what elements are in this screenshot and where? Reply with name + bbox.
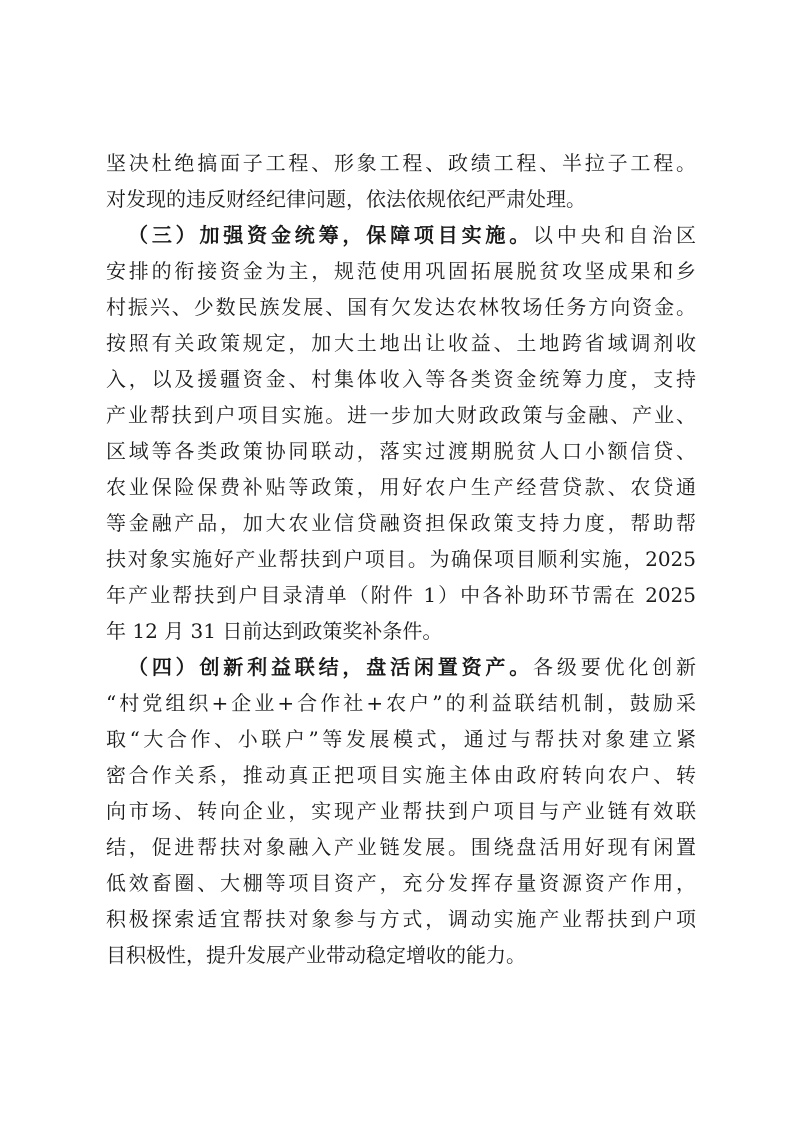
paragraph-text: 密合作关系，推动真正把项目实施主体由政府转向农户、转 <box>106 763 696 787</box>
paragraph-text: 区域等各类政策协同联动，落实过渡期脱贫人口小额信贷、 <box>106 439 696 463</box>
text-line <box>106 397 696 433</box>
paragraph-text: “村党组织+企业+合作社+农户”的利益联结机制，鼓励采 <box>106 691 696 715</box>
text-line <box>106 505 696 541</box>
paragraph-text: 对发现的违反财经纪律问题，依法依规依纪严肃处理。 <box>106 187 586 211</box>
paragraph-text: 年 12 月 31 日前达到政策奖补条件。 <box>106 619 443 643</box>
paragraph-text: 低效畜圈、大棚等项目资产，充分发挥存量资源资产作用， <box>106 871 696 895</box>
text-line <box>106 649 696 685</box>
paragraph-text: 入，以及援疆资金、村集体收入等各类资金统筹力度，支持 <box>106 367 696 391</box>
paragraph-text: 按照有关政策规定，加大土地出让收益、土地跨省域调剂收 <box>106 331 696 355</box>
paragraph-text: 积极探索适宜帮扶对象参与方式，调动实施产业帮扶到户项 <box>106 907 696 931</box>
text-line <box>106 325 696 361</box>
section-heading: （三）加强资金统筹，保障项目实施。 <box>128 223 534 247</box>
paragraph-text: 产业帮扶到户项目实施。进一步加大财政政策与金融、产业、 <box>106 403 696 427</box>
text-line <box>106 181 696 217</box>
text-line <box>106 253 696 289</box>
text-line <box>106 613 696 649</box>
paragraph-text: 村振兴、少数民族发展、国有欠发达农林牧场任务方向资金。 <box>106 295 696 319</box>
text-line <box>106 757 696 793</box>
paragraph-text: 年产业帮扶到户目录清单（附件 1）中各补助环节需在 2025 <box>106 583 696 607</box>
paragraph-text: 安排的衔接资金为主，规范使用巩固拓展脱贫攻坚成果和乡 <box>106 259 696 283</box>
text-line <box>106 829 696 865</box>
document-body <box>106 145 696 973</box>
paragraph-text: 结，促进帮扶对象融入产业链发展。围绕盘活用好现有闲置 <box>106 835 696 859</box>
text-line <box>106 685 696 721</box>
paragraph-text: 各级要优化创新 <box>533 655 696 679</box>
paragraph-text: 目积极性，提升发展产业带动稳定增收的能力。 <box>106 943 526 967</box>
text-line <box>106 577 696 613</box>
text-line <box>106 217 696 253</box>
text-line <box>106 865 696 901</box>
text-line <box>106 541 696 577</box>
text-line <box>106 433 696 469</box>
text-line <box>106 469 696 505</box>
text-line <box>106 901 696 937</box>
paragraph-text: 扶对象实施好产业帮扶到户项目。为确保项目顺利实施，2025 <box>106 547 696 571</box>
text-line <box>106 793 696 829</box>
text-line <box>106 145 696 181</box>
paragraph-text: 农业保险保费补贴等政策，用好农户生产经营贷款、农贷通 <box>106 475 696 499</box>
paragraph-text: 坚决杜绝搞面子工程、形象工程、政绩工程、半拉子工程。 <box>106 151 696 175</box>
paragraph-text: 向市场、转向企业，实现产业帮扶到户项目与产业链有效联 <box>106 799 696 823</box>
section-heading: （四）创新利益联结，盘活闲置资产。 <box>128 655 534 679</box>
text-line <box>106 937 696 973</box>
paragraph-text: 等金融产品，加大农业信贷融资担保政策支持力度，帮助帮 <box>106 511 696 535</box>
text-line <box>106 289 696 325</box>
paragraph-text: 以中央和自治区 <box>533 223 696 247</box>
paragraph-text: 取“大合作、小联户”等发展模式，通过与帮扶对象建立紧 <box>106 727 696 751</box>
text-line <box>106 361 696 397</box>
text-line <box>106 721 696 757</box>
